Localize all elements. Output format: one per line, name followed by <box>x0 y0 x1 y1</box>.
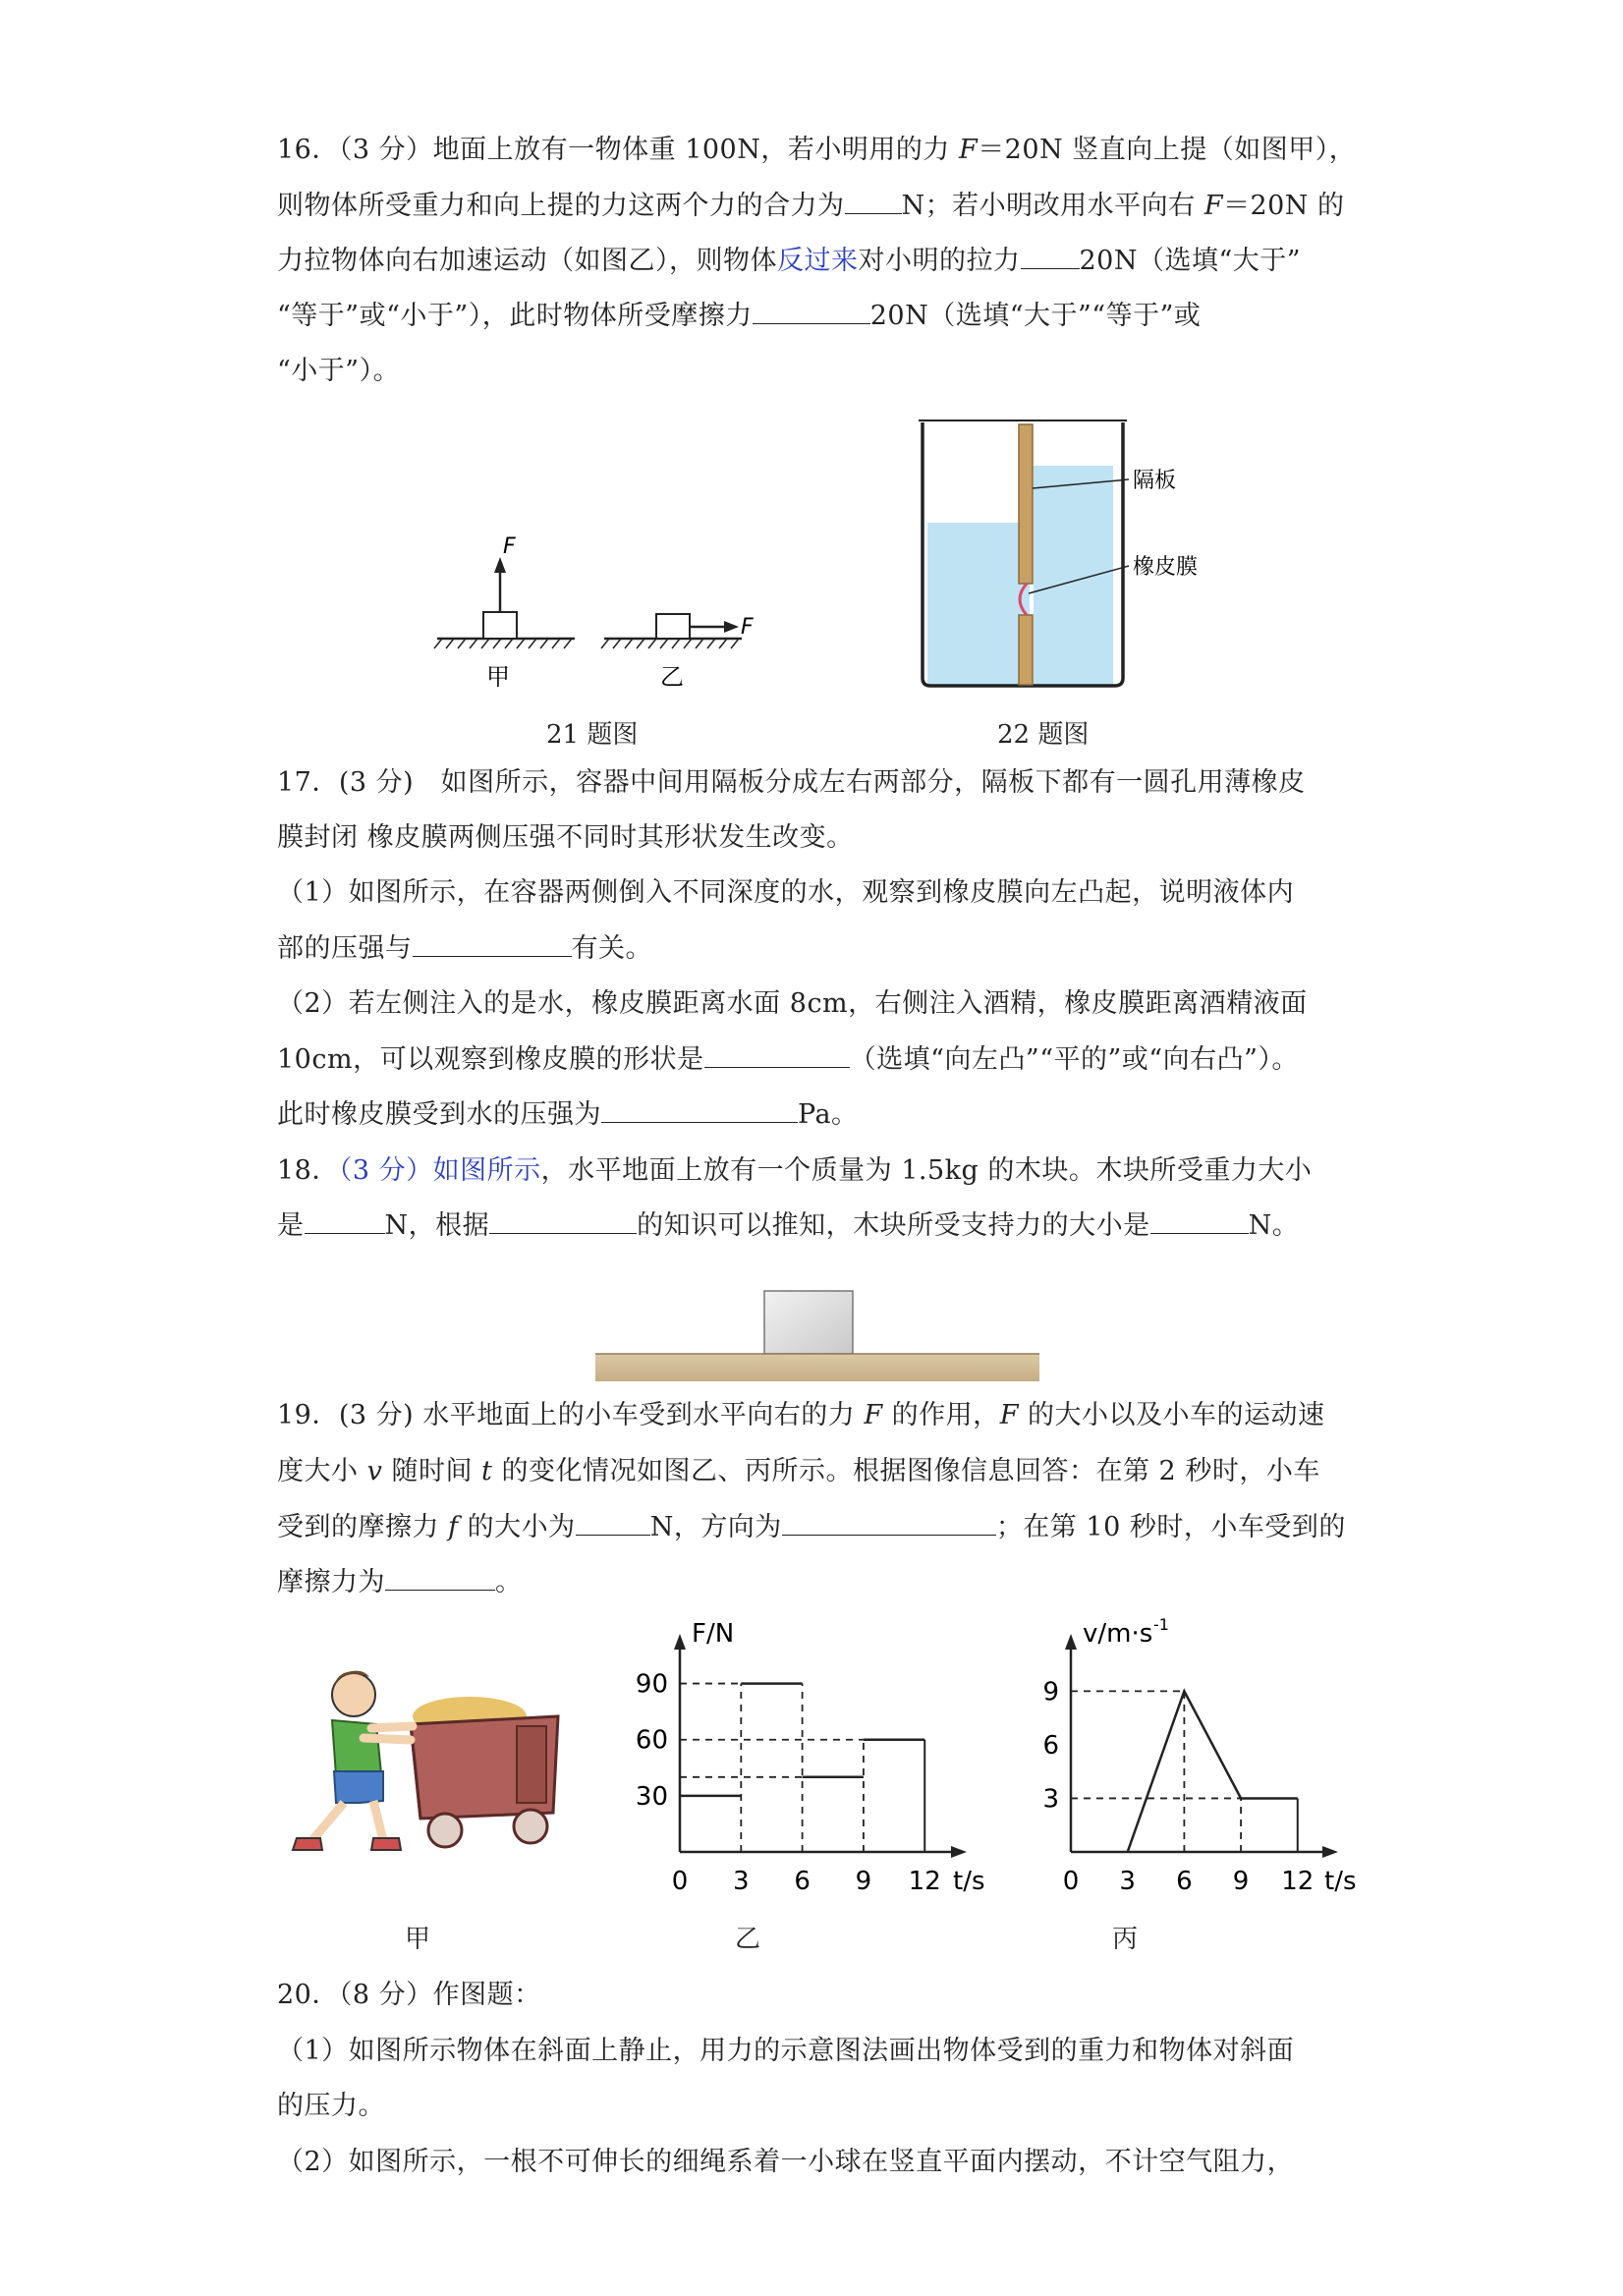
blank <box>385 1564 495 1591</box>
q16-line-1: 16．（3 分）地面上放有一物体重 100N，若小明用的力 F＝20N 竖直向上提（如图甲）， <box>277 135 1357 165</box>
blank <box>489 1207 637 1234</box>
blank <box>753 298 870 324</box>
membrane-label: 橡皮膜 <box>1133 555 1199 580</box>
y-axis-arrow <box>1065 1634 1077 1650</box>
q16-line-3: 力拉物体向右加速运动（如图乙），则物体反过来对小明的拉力 20N（选填“大于” <box>277 242 1358 281</box>
q20-line-1: 20．（8 分）作图题： <box>277 1980 541 2010</box>
q19-line-1: 19．(3 分) 水平地面上的小车受到水平向右的力 F 的作用，F 的大小以及小车的运动速 <box>277 1400 1325 1430</box>
q17-line-7: 此时橡皮膜受到水的压强为 Pa。 <box>277 1095 1358 1135</box>
blank <box>782 1509 996 1536</box>
q18-line-2: 是 N，根据 的知识可以推知，木块所受支持力的大小是 N。 <box>277 1206 1358 1246</box>
x-tick-label: 6 <box>1176 1867 1193 1896</box>
x-tick-label: 3 <box>1119 1867 1136 1896</box>
y-axis-label: F/N <box>692 1619 735 1649</box>
q20-line-4: （2）如图所示，一根不可伸长的细绳系着一小球在竖直平面内摆动，不计空气阻力， <box>277 2147 1295 2177</box>
q19-line-2: 度大小 v 随时间 t 的变化情况如图乙、丙所示。根据图像信息回答：在第 2 秒时，小车 <box>277 1456 1320 1486</box>
y-axis-label: v/m·s <box>1083 1619 1153 1649</box>
y-axis-label-sup: -1 <box>1153 1615 1169 1634</box>
blank <box>601 1096 798 1123</box>
blank <box>845 188 902 214</box>
y-tick-label: 6 <box>1042 1730 1059 1761</box>
q17-line-4: 部的压强与 有关。 <box>277 929 1358 969</box>
x-axis-arrow <box>1322 1846 1338 1858</box>
y-tick-label: 9 <box>1042 1677 1059 1708</box>
force-label-yi: F <box>741 615 754 640</box>
blank <box>576 1509 650 1536</box>
x-tick-label: 9 <box>1232 1867 1250 1896</box>
x-tick-label: 12 <box>908 1867 941 1896</box>
y-tick-label: 60 <box>635 1725 668 1756</box>
figure-21 <box>432 535 786 702</box>
y-tick-label: 3 <box>1042 1784 1059 1815</box>
figure-22 <box>919 415 1233 695</box>
partition-label: 隔板 <box>1133 469 1177 493</box>
x-axis-label: t/s <box>1324 1867 1357 1896</box>
x-tick-label: 3 <box>733 1867 750 1896</box>
q20-line-3: 的压力。 <box>277 2091 385 2121</box>
caption-yi: 乙 <box>735 1925 761 1954</box>
x-tick-label: 0 <box>1062 1867 1080 1896</box>
y-axis-arrow <box>674 1634 686 1650</box>
q18-line-1: 18．（3 分）如图所示，水平地面上放有一个质量为 1.5kg 的木块。木块所受重力大小 <box>277 1155 1313 1186</box>
figure-21-caption: 21 题图 <box>546 720 639 750</box>
x-tick-label: 6 <box>794 1867 811 1896</box>
chart-force-time <box>609 1611 992 1906</box>
y-tick-label: 30 <box>635 1781 668 1812</box>
q17-line-3: （1）如图所示，在容器两侧倒入不同深度的水，观察到橡皮膜向左凸起，说明液体内 <box>277 877 1295 908</box>
caption-jia: 甲 <box>405 1925 431 1954</box>
chart-velocity-time <box>1012 1611 1375 1906</box>
x-tick-label: 0 <box>671 1867 689 1896</box>
x-axis-arrow <box>951 1846 967 1858</box>
q16-line-5: “小于”）。 <box>277 356 401 386</box>
blank <box>413 930 572 957</box>
x-tick-label: 9 <box>855 1867 872 1896</box>
blank <box>1021 243 1080 269</box>
q19-line-4: 摩擦力为 。 <box>277 1563 1358 1602</box>
blank <box>1150 1207 1249 1234</box>
q17-line-1: 17．(3 分) 如图所示，容器中间用隔板分成左右两部分，隔板下都有一圆孔用薄橡皮 <box>277 767 1306 798</box>
x-axis-label: t/s <box>953 1867 985 1896</box>
x-tick-label: 12 <box>1281 1867 1315 1896</box>
q16-line-4: “等于”或“小于”），此时物体所受摩擦力 20N（选填“大于”“等于”或 <box>277 297 1358 336</box>
blank <box>305 1207 385 1234</box>
q19-line-3: 受到的摩擦力 f 的大小为 N，方向为 ；在第 10 秒时，小车受到的 <box>277 1508 1358 1547</box>
q20-line-2: （1）如图所示物体在斜面上静止，用力的示意图法画出物体受到的重力和物体对斜面 <box>277 2036 1295 2066</box>
label-jia: 甲 <box>486 663 510 691</box>
q17-line-2: 膜封闭 橡皮膜两侧压强不同时其形状发生改变。 <box>277 822 854 853</box>
q17-line-6: 10cm，可以观察到橡皮膜的形状是 （选填“向左凸”“平的”或“向右凸”）。 <box>277 1040 1358 1080</box>
q17-line-5: （2）若左侧注入的是水，橡皮膜距离水面 8cm，右侧注入酒精，橡皮膜距离酒精液面 <box>277 988 1308 1019</box>
q16-line-2: 则物体所受重力和向上提的力这两个力的合力为 N；若小明改用水平向右 F＝20N 的 <box>277 187 1358 226</box>
velocity-line <box>1128 1691 1298 1852</box>
force-label-jia: F <box>503 535 516 559</box>
figure-18-block <box>591 1285 1043 1383</box>
caption-bing: 丙 <box>1112 1925 1139 1954</box>
figure-22-caption: 22 题图 <box>997 720 1090 750</box>
y-tick-label: 90 <box>635 1669 668 1700</box>
label-yi: 乙 <box>660 663 684 691</box>
figure-19-boy-cart <box>273 1665 578 1872</box>
blank <box>704 1041 850 1068</box>
